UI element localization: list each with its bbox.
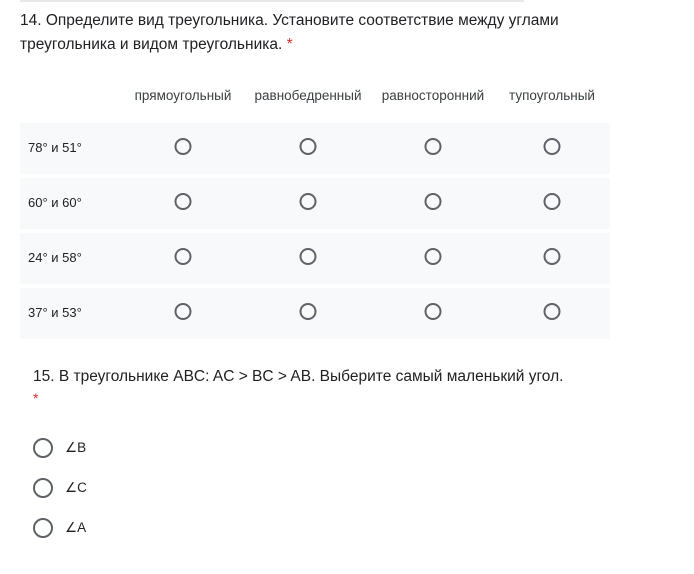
radio-button[interactable]: [300, 193, 317, 210]
radio-button[interactable]: [300, 138, 317, 155]
option-label: ∠A: [65, 520, 87, 535]
grid-header: [20, 80, 610, 113]
radio-button[interactable]: [425, 138, 442, 155]
radio-button[interactable]: [425, 193, 442, 210]
option-angle-b[interactable]: [33, 437, 86, 459]
option-angle-c[interactable]: [33, 477, 87, 499]
radio-button[interactable]: [300, 303, 317, 320]
column-header-equilateral: равносторонний: [381, 88, 485, 103]
option-label: ∠C: [65, 480, 87, 495]
question-14-text: 14. Определите вид треугольника. Установите соответствие между углами треугольника и видом треугольника.: [20, 12, 559, 53]
radio-button[interactable]: [175, 303, 192, 320]
grid-row: [20, 288, 610, 339]
row-label: 60° и 60°: [28, 195, 82, 210]
radio-button[interactable]: [300, 248, 317, 265]
required-asterisk: *: [33, 390, 39, 406]
radio-button[interactable]: [544, 193, 561, 210]
radio-button[interactable]: [544, 248, 561, 265]
radio-button[interactable]: [175, 248, 192, 265]
radio-button[interactable]: [33, 478, 53, 498]
radio-button[interactable]: [175, 193, 192, 210]
question-14-title: [20, 9, 580, 57]
row-label: 37° и 53°: [28, 305, 82, 320]
radio-button[interactable]: [175, 138, 192, 155]
required-asterisk: *: [286, 36, 293, 53]
radio-button[interactable]: [33, 518, 53, 538]
radio-button[interactable]: [425, 303, 442, 320]
radio-button[interactable]: [425, 248, 442, 265]
row-label: 24° и 58°: [28, 250, 82, 265]
row-label: 78° и 51°: [28, 140, 82, 155]
option-angle-a[interactable]: [33, 517, 86, 539]
column-header-right: прямоугольный: [134, 88, 232, 103]
radio-button[interactable]: [544, 138, 561, 155]
question-15-title: 15. В треугольнике ABC: AC > BC > AB. Выберите самый маленький угол.: [33, 368, 564, 385]
radio-button[interactable]: [544, 303, 561, 320]
grid-row: [20, 178, 610, 229]
radio-button[interactable]: [33, 438, 53, 458]
option-label: ∠B: [65, 440, 87, 455]
column-header-isosceles: равнобедренный: [254, 88, 362, 103]
column-header-obtuse: тупоугольный: [509, 88, 595, 103]
question-14-grid: [20, 80, 610, 339]
grid-row: [20, 233, 610, 284]
grid-row: [20, 123, 610, 174]
top-divider: [20, 0, 524, 2]
